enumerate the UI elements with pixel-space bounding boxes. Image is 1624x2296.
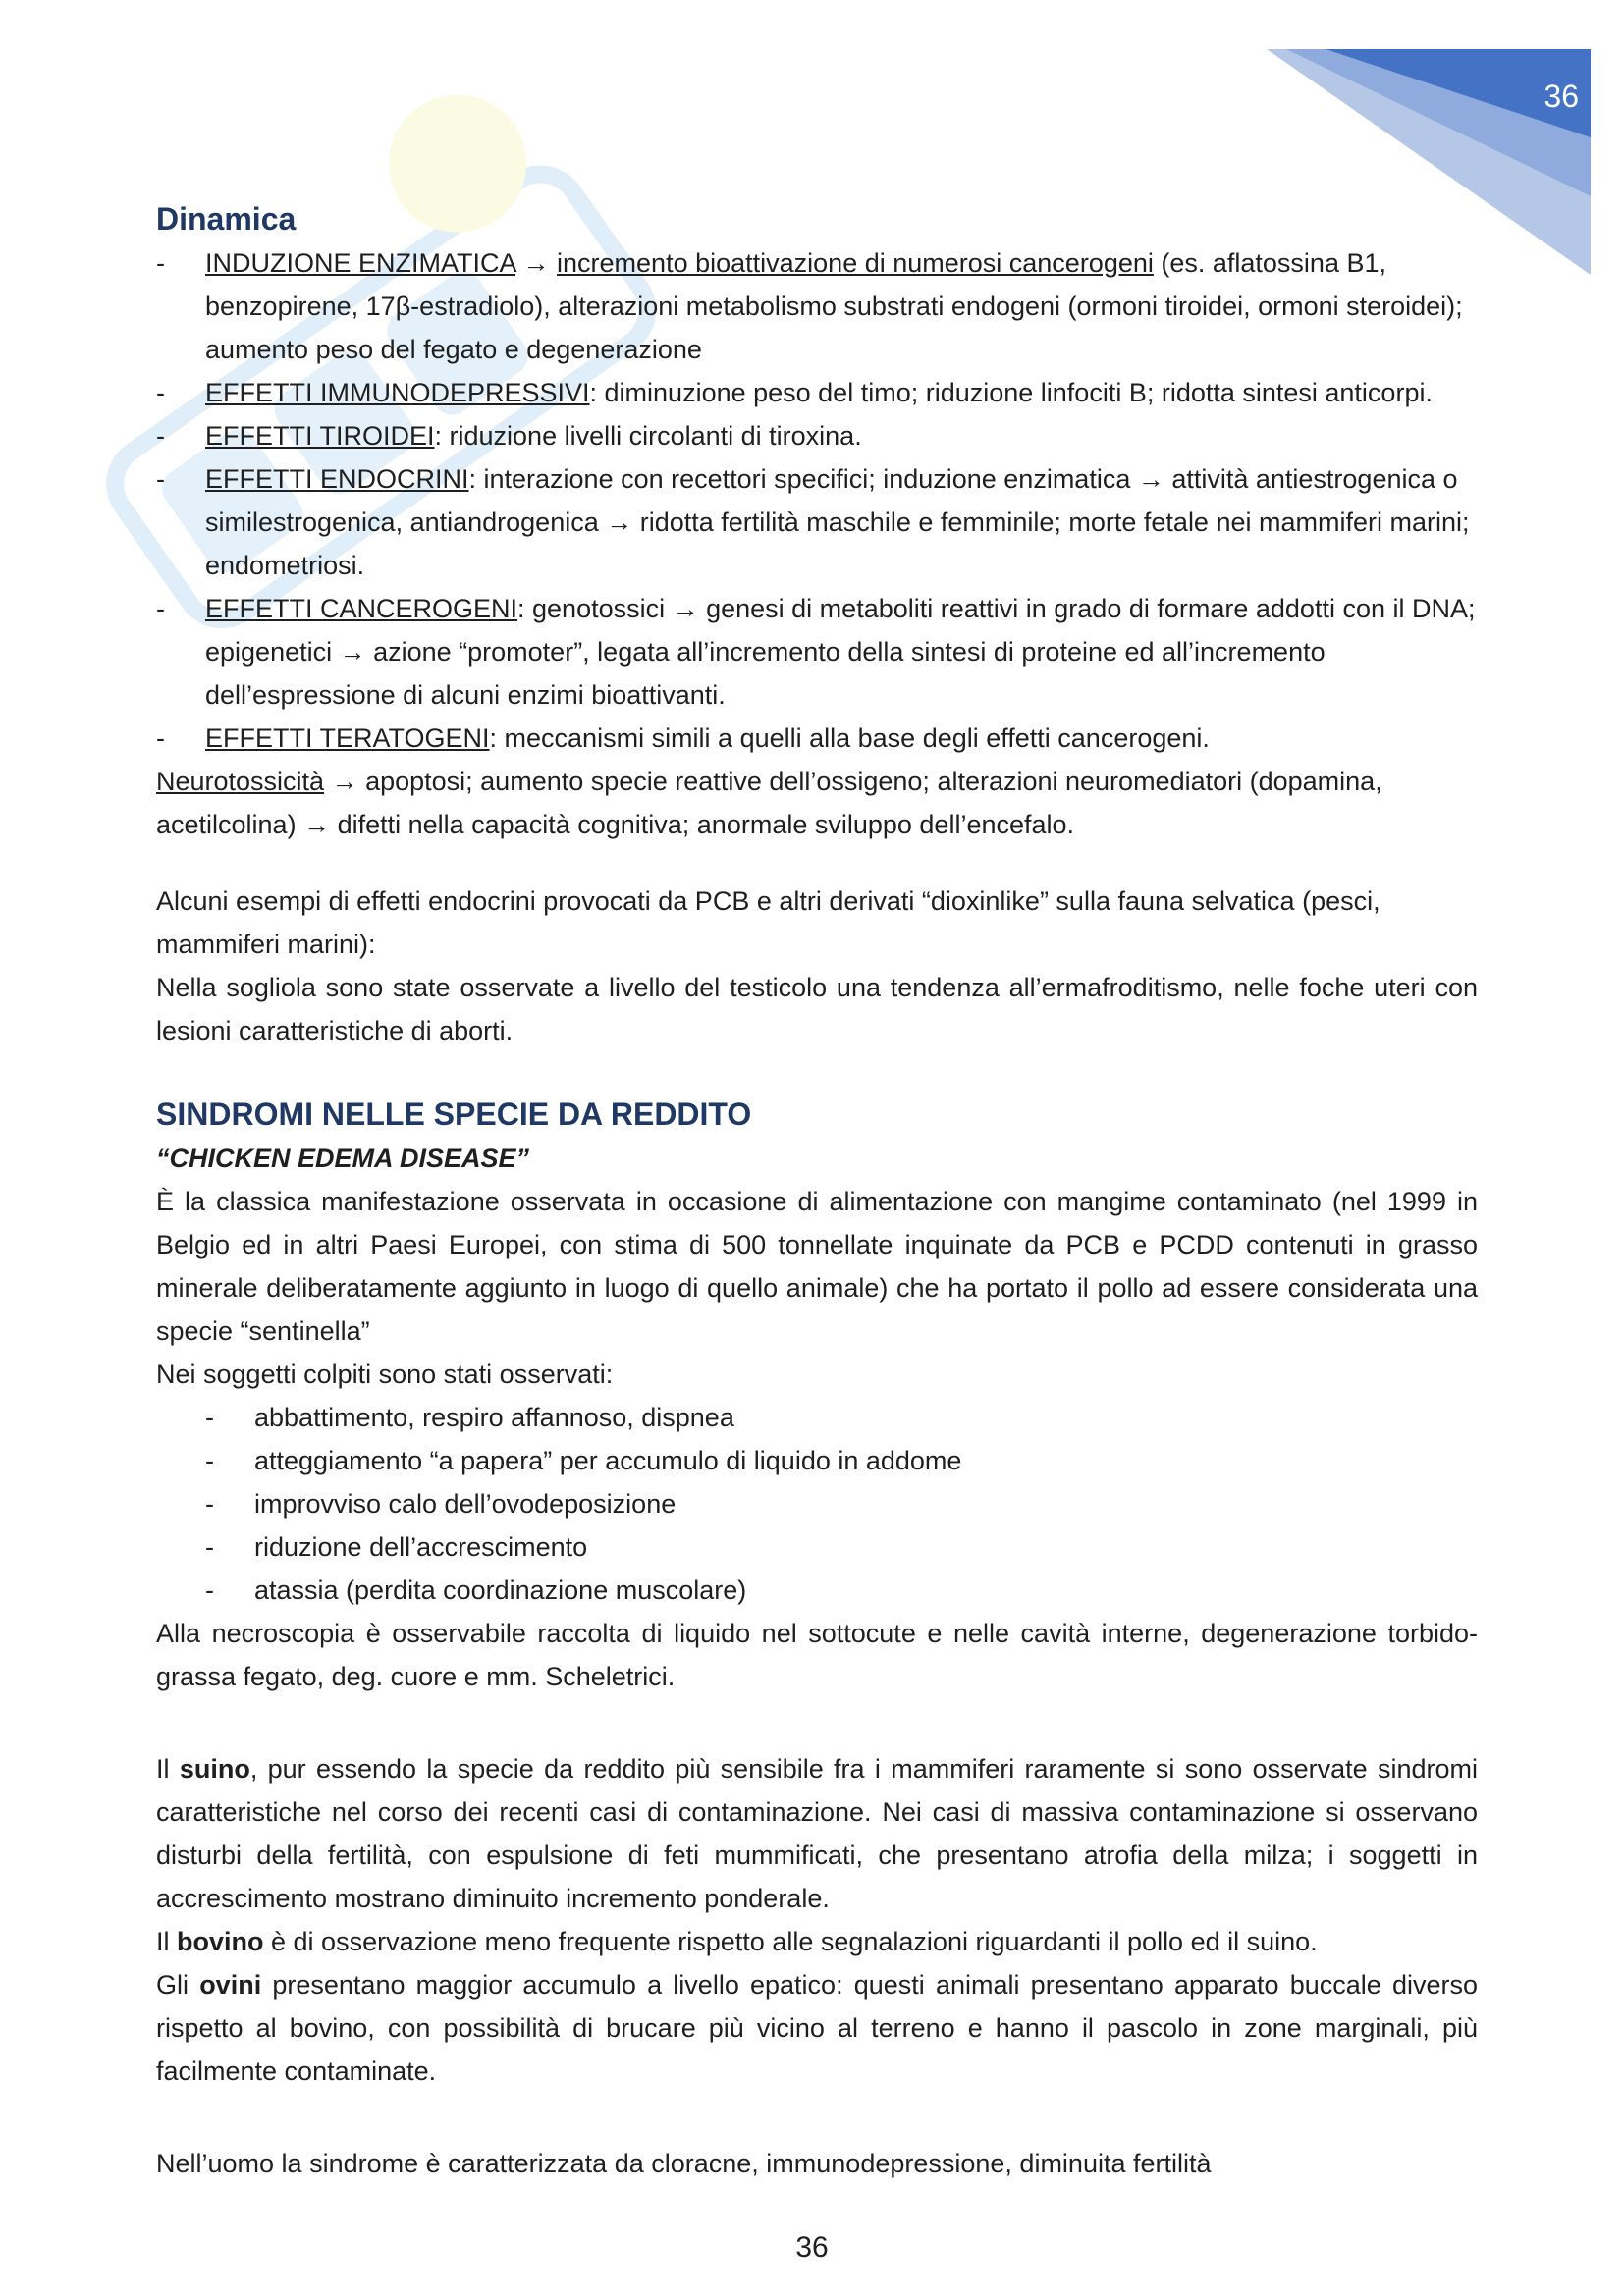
neuro-label: Neurotossicità [156,767,325,796]
item-label: EFFETTI IMMUNODEPRESSIVI [205,378,590,407]
section-title-sindromi: SINDROMI NELLE SPECIE DA REDDITO [156,1096,752,1132]
symptom-item: - riduzione dell’accrescimento [205,1525,1478,1569]
suino-bold: suino [179,1754,250,1784]
suino-paragraph [156,1747,1478,1920]
symptom-item: - improvviso calo dell’ovodeposizione [205,1482,1478,1525]
item-label: EFFETTI TERATOGENI [205,723,490,753]
bovino-bold: bovino [177,1927,264,1956]
list-item [156,241,1478,371]
item-underlined-text: incremento bioattivazione di numerosi cancerogeni [557,248,1154,278]
necroscopia-paragraph: Alla necroscopia è osservabile raccolta di liquido nel sottocute e nelle cavità interne, degenerazione torbido-grassa fegato, deg. cuore e mm. Scheletrici. [156,1619,1478,1691]
list-item [156,717,1478,760]
symptom-item: - atteggiamento “a papera” per accumulo di liquido in addome [205,1439,1478,1482]
subtitle-chicken-edema: “CHICKEN EDEMA DISEASE” [156,1144,530,1173]
item-text: : diminuzione peso del timo; riduzione linfociti B; ridotta sintesi anticorpi. [589,378,1433,407]
item-label: EFFETTI TIROIDEI [205,421,435,451]
uomo-paragraph: Nell’uomo la sindrome è caratterizzata da cloracne, immunodepressione, diminuita fertilità [156,2149,1212,2178]
ovini-pre: Gli [156,1970,200,2000]
ovini-bold: ovini [199,1970,262,2000]
item-text: (es. aflatossina B1, benzopirene, 17β-estradiolo), alterazioni metabolismo substrati endogeni (ormoni tiroidei, ormoni steroidei); aumento peso del fegato e degenerazione [205,248,1463,364]
page-content [156,196,1478,2185]
item-label: EFFETTI ENDOCRINI [205,464,469,494]
symptoms-lead: Nei soggetti colpiti sono stati osservati: [156,1360,614,1389]
ovini-paragraph [156,1963,1478,2093]
list-item [156,414,1478,457]
page-number-top: 36 [1543,79,1579,114]
item-label: INDUZIONE ENZIMATICA [205,248,516,278]
bovino-paragraph [156,1920,1478,1963]
list-item [156,457,1478,587]
item-text: : genotossici → genesi di metaboliti reattivi in grado di formare addotti con il DNA; epigenetici → azione “promoter”, legata all’incremento della sintesi di proteine ed all’incremento dell’espressione di alcuni enzimi bioattivanti. [205,594,1476,710]
neuro-text: → apoptosi; aumento specie reattive dell’ossigeno; alterazioni neuromediatori (dopamina, acetilcolina) → difetti nella capacità cognitiva; anormale sviluppo dell’encefalo. [156,767,1382,839]
list-item [156,371,1478,414]
symptom-item: - abbattimento, respiro affannoso, dispnea [205,1396,1478,1439]
esempi-paragraph: Alcuni esempi di effetti endocrini provocati da PCB e altri derivati “dioxinlike” sulla fauna selvatica (pesci, mammiferi marini): [156,886,1380,959]
section-title-dinamica: Dinamica [156,201,297,237]
list-item [156,587,1478,717]
suino-pre: Il [156,1754,180,1784]
item-text: : interazione con recettori specifici; induzione enzimatica → attività antiestrogenica o similestrogenica, antiandrogenica → ridotta fertilità maschile e femminile; morte fetale nei mammiferi marini; endometriosi. [205,464,1470,580]
item-label: EFFETTI CANCEROGENI [205,594,518,623]
symptoms-list [156,1396,1478,1612]
bovino-pre: Il [156,1927,178,1956]
neurotossicita-paragraph [156,760,1478,846]
ovini-text: presentano maggior accumulo a livello epatico: questi animali presentano apparato buccale diverso rispetto al bovino, con possibilità di brucare più vicino al terreno e hanno il pascolo in zone marginali, più facilmente contaminate. [156,1970,1479,2086]
symptom-item: - atassia (perdita coordinazione muscolare) [205,1569,1478,1612]
page-number-bottom: 36 [795,2231,829,2264]
suino-text: , pur essendo la specie da reddito più sensibile fra i mammiferi raramente si sono osservate sindromi caratteristiche nel corso dei recenti casi di contaminazione. Nei casi di massiva contaminazione si osservano disturbi della fertilità, con espulsione di feti mummificati, che presentano atrofia della milza; i soggetti in accrescimento mostrano diminuito incremento ponderale. [156,1754,1478,1913]
sogliola-paragraph: Nella sogliola sono state osservate a livello del testicolo una tendenza all’ermafroditismo, nelle foche uteri con lesioni caratteristiche di aborti. [156,973,1478,1045]
item-separator: → [515,248,558,278]
bovino-text: è di osservazione meno frequente rispetto alle segnalazioni riguardanti il pollo ed il suino. [263,1927,1318,1956]
item-text: : riduzione livelli circolanti di tiroxina. [434,421,862,451]
item-text: : meccanismi simili a quelli alla base degli effetti cancerogeni. [489,723,1210,753]
intro-paragraph: È la classica manifestazione osservata in occasione di alimentazione con mangime contaminato (nel 1999 in Belgio ed in altri Paesi Europei, con stima di 500 tonnellate inquinate da PCB e PCDD contenuti in grasso minerale deliberatamente aggiunto in luogo di quello animale) che ha portato il pollo ad essere considerata una specie “sentinella” [156,1187,1478,1346]
